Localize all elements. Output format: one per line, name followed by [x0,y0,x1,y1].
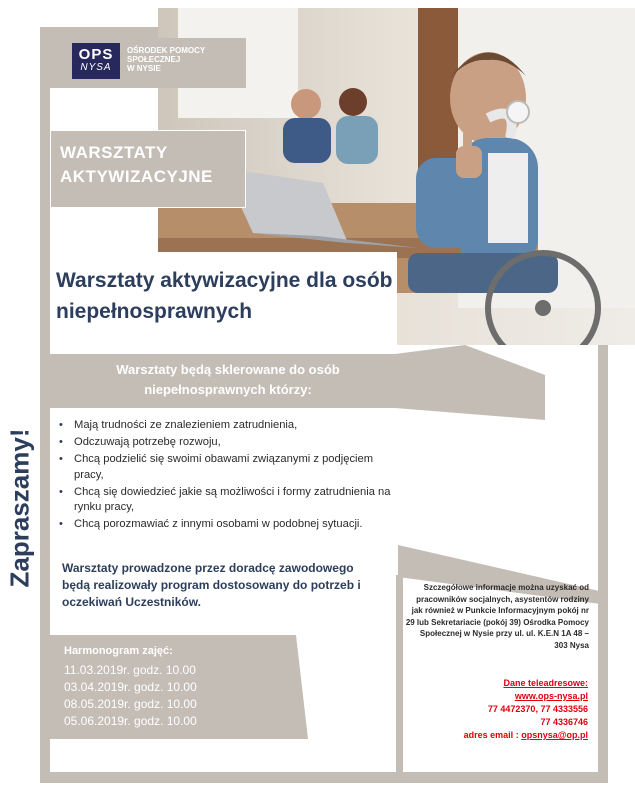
workshop-title-line: WARSZTATY [60,143,168,162]
ops-logo [72,43,120,79]
description: Warsztaty prowadzone przez doradcę zawodowego będą realizowały program dostosowany do potrzeb i oczekiwań Uczestników. [62,561,361,609]
logo-line: W NYSIE [127,64,161,73]
logo-line: SPOŁECZNEJ [127,55,181,64]
contact-block [405,677,588,742]
email-row [405,729,588,742]
subheading-line: niepełnosprawnych którzy: [144,382,312,397]
column-divider [396,575,403,773]
phone-numbers: 77 4336746 [540,717,588,727]
band-slant-shape [395,345,545,420]
criteria-list [56,418,401,534]
list-item: • Chcą porozmawiać z innymi osobami w podobnej sytuacji. [56,517,401,533]
website-link[interactable]: www.ops-nysa.pl [514,691,588,701]
list-item: • Odczuwają potrzebę rozwoju, [56,435,401,451]
list-item: • Chcą się dowiedzieć jakie są możliwości i formy zatrudnienia na rynku pracy, [56,485,401,516]
email-link[interactable]: opsnysa@op.pl [521,730,588,740]
subheading-line: Warsztaty będą sklerowane do osób [116,362,340,377]
subheading [68,360,388,400]
logo-mark-top: OPS [78,46,114,63]
schedule-date: 11.03.2019r. godz. 10.00 [64,663,196,677]
schedule-date: 03.04.2019r. godz. 10.00 [64,680,197,694]
invitation-text: Zapraszamy! [4,428,35,587]
contact-label: Dane teleadresowe: [503,678,588,688]
invitation-label [0,420,40,595]
list-item: • Mają trudności ze znalezieniem zatrudnienia, [56,418,401,434]
logo-mark-bottom: NYSA [80,62,112,73]
email-label: adres email : [463,730,519,740]
schedule-date: 08.05.2019r. godz. 10.00 [64,697,197,711]
main-heading: Warsztaty aktywizacyjne dla osób niepełnosprawnych [56,269,393,323]
workshop-title [60,141,245,189]
info-text: Szczegółowe informacje można uzyskać od pracowników socjalnych, asystentów rodziny jak również w Punkcie Informacyjnym pokój nr 29 lub Sekretariacie (pokój 39) Ośrodka Pomocy Społecznej w Nysie przy ul. ul. K.E.N 1A 48 – 303 Nysa [405,583,589,650]
schedule-date: 05.06.2019r. godz. 10.00 [64,714,197,728]
schedule-title: Harmonogram zajęć: [64,645,173,657]
logo-organization-name [127,46,245,73]
phone-numbers: 77 4472370, 77 4333556 [487,704,588,714]
logo-line: OŚRODEK POMOCY [127,46,206,55]
workshop-title-line: AKTYWIZACYJNE [60,167,213,186]
list-item: • Chcą podzielić się swoimi obawami związanymi z podjęciem pracy, [56,452,401,483]
schedule-list [64,662,264,730]
